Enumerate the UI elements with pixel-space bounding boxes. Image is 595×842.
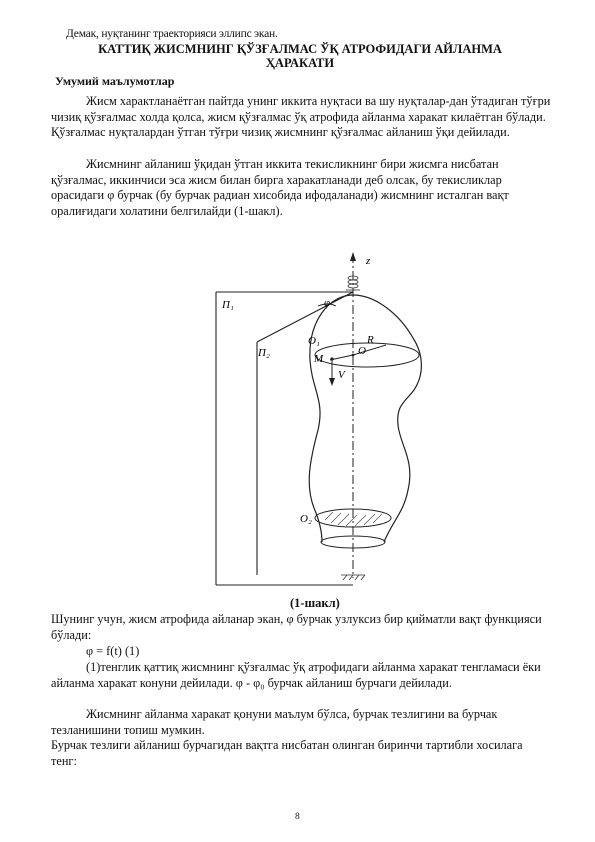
paragraph-4: (1)тенглик қаттиқ жисмнинг қўзғалмас ўқ атрофидаги айланма харакат тенгламаси ёки айланма харакат конуни дейилади. φ - φ₀ бурчак айланиш бурчаги дейилади. — [51, 660, 541, 690]
cross-section-ellipse — [315, 343, 419, 367]
header-note: Демак, нуқтанинг траекторияси эллипс экан. — [66, 28, 278, 40]
label-angle: φ — [324, 297, 331, 309]
page-number: 8 — [295, 812, 300, 822]
section-heading: Умумий маълумотлар — [55, 74, 175, 88]
rotating-body-outline — [309, 295, 421, 542]
label-r: R — [367, 334, 374, 346]
rotation-figure — [210, 250, 425, 595]
paragraph-3: Шунинг учун, жисм атрофида айланар экан, φ бурчак узлуксиз бир қийматли вақт функцияси бўлади: — [51, 612, 542, 642]
label-o2: O₂ — [300, 513, 312, 525]
label-o: O — [358, 345, 366, 357]
page-title-line2: ҲАРАКАТИ — [265, 56, 335, 70]
figure-caption: (1-шакл) — [290, 596, 340, 610]
label-m: M — [314, 353, 324, 365]
equation-1: φ = f(t) (1) — [86, 644, 140, 658]
paragraph-6: Бурчак тезлиги айланиш бурчагидан вақтга нисбатан олинган биринчи тартибли хосилага тенг: — [51, 738, 523, 768]
page-title-line1: КАТТИҚ ЖИСМНИНГ ҚЎЗҒАЛМАС ЎҚ АТРОФИДАГИ АЙЛАНМА — [98, 42, 502, 56]
label-o1: O₁ — [308, 335, 320, 347]
paragraph-2: Жисмнинг айланиш ўқидан ўтган иккита текисликнинг бири жисмга нисбатан қўзғалмас, иккинчиси эса жисм билан бирга харакатланади деб олсак, бу текисликлар орасидаги φ бурчак (бу бурчак радиан хисобида ифодаланади) жисмнинг исталган вақт оралиғидаги холатини белгилайди (1-шакл). — [51, 157, 509, 218]
fixed-plane-pi1 — [216, 292, 353, 585]
point-o — [352, 354, 355, 357]
paragraph-1: Жисм характланаётган пайтда унинг иккита нуқтаси ва шу нуқталар-дан ўтадиган тўғри чизиқ қўзғалмас холда қолса, жисм қўзғалмас ўқ атрофида айланма харакат килаётган бўлади. Қўзғалмас нуқталардан ўтган тўғри чизиқ жисмнинг қўзғалмас айланиш ўқи дейилади. — [51, 94, 551, 140]
moving-plane-pi2 — [257, 292, 353, 575]
label-z: z — [366, 255, 371, 267]
label-pi1: Π₁ — [222, 299, 234, 311]
label-v: V — [338, 369, 345, 381]
paragraph-5: Жисмнинг айланма харакат қонуни маълум бўлса, бурчак тезлигини ва бурчак тезланишини топиш мумкин. — [51, 707, 498, 737]
axis-arrow — [350, 252, 356, 261]
label-pi2: Π₂ — [258, 347, 270, 359]
